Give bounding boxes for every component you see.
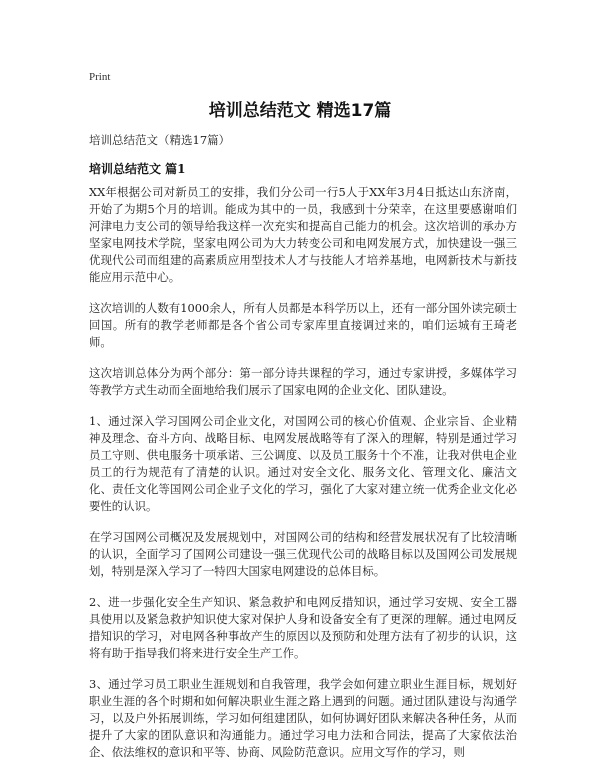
paragraph: 这次培训总体分为两个部分：第一部分诗共课程的学习，通过专家讲授，多媒体学习等教学方式生动而全面地给我们展示了国家电网的企业文化、团队建设。 [89,366,517,397]
paragraph: 在学习国网公司概况及发展规划中，对国网公司的结构和经营发展状况有了比较清晰的认识，全面学习了国网公司建设一强三优现代公司的战略目标以及国网公司发展规划，特别是深入学习了一特四大国家电网建设的总体目标。 [89,530,517,578]
paragraph: 2、进一步强化安全生产知识、紧急救护和电网反措知识，通过学习安规、安全工器具使用以及紧急救护知识使大家对保护人身和设备安全有了更深的理解。通过电网反措知识的学习，对电网各种事故产生的原因以及预防和处理方法有了初步的认识，这将有助于指导我们将来进行安全生产工作。 [89,595,517,660]
document-title: 培训总结范文 精选17篇 [208,101,392,121]
document-subtitle: 培训总结范文（精选17篇） [89,133,231,147]
section-heading: 培训总结范文 篇1 [89,162,186,176]
paragraph: 这次培训的人数有1000余人，所有人员都是本科学历以上，还有一部分国外读完硕士回国。所有的教学老师都是各个省公司专家库里直接调过来的，咱们运城有王琦老师。 [89,301,517,349]
paragraph: XX年根据公司对新员工的安排，我们分公司一行5人于XX年3月4日抵达山东济南，开始了为期5个月的培训。能成为其中的一员，我感到十分荣幸，在这里要感谢咱们河津电力支公司的领导给我这样一次充实和提高自己能力的机会。这次培训的承办方坚家电网技术学院，坚家电网公司为大力转变公司和电网发展方式，加快建设一强三优现代公司而组建的高素质应用型技术人才与技能人才培养基地，电网新技术与新技能应用示范中心。 [89,185,517,284]
print-label: Print [89,71,111,83]
paragraph: 3、通过学习员工职业生涯规划和自我管理，我学会如何建立职业生涯目标，规划好职业生涯的各个时期和如何解决职业生涯之路上遇到的问题。通过团队建设与沟通学习，以及户外拓展训练，学习如何组建团队，如何协调好团队来解决各种任务，从而提升了大家的团队意识和沟通能力。通过学习电力法和合同法，提高了大家依法治企、依法维权的意识和平等、协商、风险防范意识。应用文写作的学习，则 [89,677,517,759]
document-body [89,184,517,775]
paragraph: 1、通过深入学习国网公司企业文化，对国网公司的核心价值观、企业宗旨、企业精神及理念、奋斗方向、战略目标、电网发展战略等有了深入的理解，特别是通过学习员工守则、供电服务十项承诺、三公调度、以及员工服务十个不准，让我对供电企业员工的行为规范有了清楚的认识。通过对安全文化、服务文化、管理文化、廉洁文化、责任文化等国网公司企业子文化的学习，强化了大家对建立统一优秀企业文化必要性的认识。 [89,414,517,513]
